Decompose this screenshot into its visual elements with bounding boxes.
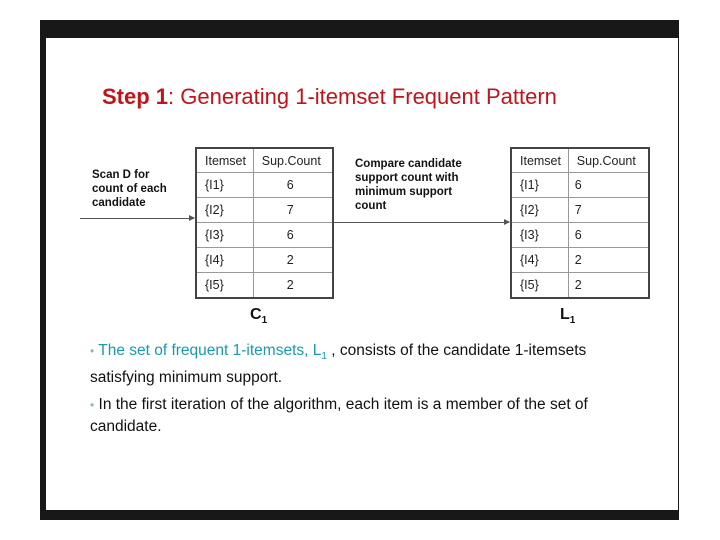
table-row (511, 248, 649, 273)
l1-table (510, 147, 650, 299)
bullet-dot-icon: • (90, 344, 95, 358)
header-sup-count: Sup.Count (253, 148, 333, 173)
itemset-cell: {I5} (511, 273, 568, 299)
count-cell: 6 (568, 173, 649, 198)
table-row (511, 273, 649, 299)
table-row (196, 223, 333, 248)
itemset-cell: {I5} (196, 273, 253, 299)
l1-label-sub: 1 (569, 315, 576, 327)
table-header-row (196, 148, 333, 173)
count-cell: 6 (253, 173, 333, 198)
itemset-cell: {I1} (196, 173, 253, 198)
scan-note: Scan D for count of each candidate (92, 169, 167, 209)
header-itemset: Itemset (511, 148, 568, 173)
count-cell: 2 (568, 248, 649, 273)
table-row (196, 273, 333, 299)
compare-note: Compare candidate support count with minimum support count (355, 158, 462, 212)
count-cell: 6 (568, 223, 649, 248)
table-header-row (511, 148, 649, 173)
bullet-1-rest: , consists of the candidate 1-itemsets satisfying minimum support. (90, 342, 587, 387)
count-cell: 2 (568, 273, 649, 299)
slide-title (102, 84, 557, 110)
c1-table (195, 147, 334, 299)
count-cell: 2 (253, 273, 333, 299)
c1-label-main: C (250, 306, 262, 323)
c1-label (250, 306, 267, 326)
header-sup-count: Sup.Count (568, 148, 649, 173)
count-cell: 7 (568, 198, 649, 223)
bullet-2-text: In the first iteration of the algorithm, each item is a member of the set of candidate. (90, 396, 588, 435)
count-cell: 6 (253, 223, 333, 248)
table-row (511, 173, 649, 198)
l1-label-main: L (560, 306, 570, 323)
header-itemset: Itemset (196, 148, 253, 173)
count-cell: 7 (253, 198, 333, 223)
itemset-cell: {I3} (511, 223, 568, 248)
c1-label-sub: 1 (261, 315, 268, 327)
itemset-cell: {I2} (511, 198, 568, 223)
count-cell: 2 (253, 248, 333, 273)
bullet-1 (90, 340, 650, 388)
title-step: Step 1 (102, 84, 169, 109)
table-row (196, 198, 333, 223)
bullet-dot-icon: • (90, 398, 95, 412)
title-rest: : Generating 1-itemset Frequent Pattern (168, 84, 557, 109)
bullet-2 (90, 394, 650, 437)
table-row (196, 248, 333, 273)
bullet-1-sub: 1 (321, 351, 327, 363)
itemset-cell: {I4} (196, 248, 253, 273)
itemset-cell: {I4} (511, 248, 568, 273)
itemset-cell: {I3} (196, 223, 253, 248)
bullet-1-highlight: The set of frequent 1-itemsets, L (98, 342, 322, 359)
table-row (511, 223, 649, 248)
itemset-cell: {I2} (196, 198, 253, 223)
compare-arrow (334, 222, 509, 223)
table-row (196, 173, 333, 198)
l1-label (560, 306, 575, 326)
scan-arrow (80, 218, 194, 219)
table-row (511, 198, 649, 223)
itemset-cell: {I1} (511, 173, 568, 198)
